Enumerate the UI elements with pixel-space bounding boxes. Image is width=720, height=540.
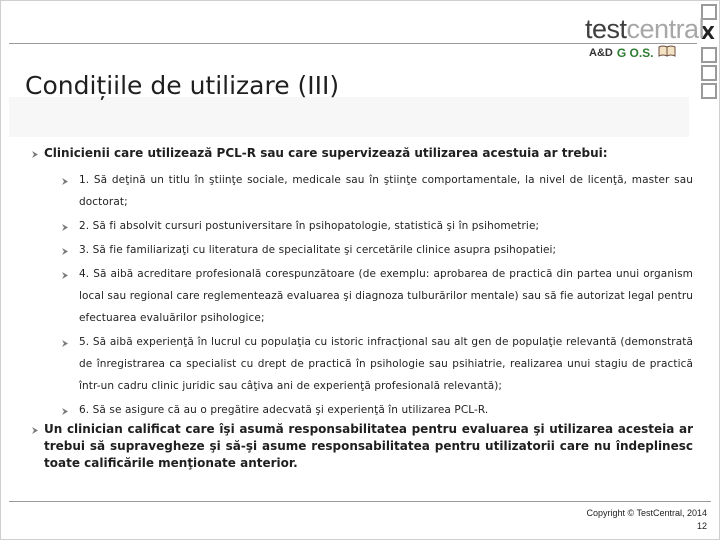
bullet-text: 6. Să se asigure că au o pregătire adecvată şi experienţă în utilizarea PCL-R. — [79, 404, 489, 416]
bullet-text: 4. Să aibă acreditare profesională corespunzătoare (de exemplu: aprobarea de practică din partea unui organism local sau regional care reglementează evaluarea şi diagnoza tulburărilor mentale) sau să fie autorizat legal pentru efectuarea evaluărilor psihologice; — [79, 268, 693, 324]
footer — [586, 507, 707, 533]
bullet-text: Clinicienii care utilizează PCL-R sau care supervizează utilizarea acestuia ar trebui: — [44, 146, 608, 160]
title-band — [9, 97, 689, 137]
window-square-4[interactable] — [701, 83, 717, 99]
bullet-icon — [61, 177, 69, 185]
bullet-text: Un clinician calificat care îşi asumă responsabilitatea pentru evaluarea şi utilizarea acesteia ar trebui să supravegheze şi să-şi asume responsabilitatea pentru utilizatorii care nu îndeplinesc toate calificările menţionate anterior. — [44, 422, 693, 470]
window-square-3[interactable] — [701, 65, 717, 81]
bullet-item-level1 — [31, 145, 693, 162]
bullet-text: 5. Să aibă experienţă în lucrul cu populaţia cu istoric infracţional sau alt gen de populaţie relevantă (demonstrată de înregistrarea ca specialist cu drept de practică în psihologie sau psihiatrie, realizarea unui stagiu de practică într-un cadru clinic juridic sau câţiva ani de experienţă profesională relevantă); — [79, 336, 693, 392]
slide-title: Condițiile de utilizare (III) — [25, 71, 340, 100]
copyright-text: Copyright © TestCentral, 2014 — [586, 508, 707, 518]
bullet-icon — [61, 339, 69, 347]
bullet-icon — [31, 150, 39, 158]
bullet-item-level2 — [31, 263, 693, 329]
bullet-item-level2 — [31, 399, 693, 421]
bullet-text: 2. Să fi absolvit cursuri postuniversitare în psihopatologie, statistică şi în psihometrie; — [79, 220, 540, 232]
partner-logo-ad: A&D — [589, 46, 613, 59]
page-number: 12 — [696, 521, 707, 531]
bullet-text: 1. Să deţină un titlu în ştiinţe sociale, medicale sau în ştiinţe comportamentale, la nivel de licenţă, master sau doctorat; — [79, 174, 693, 208]
close-icon[interactable]: X — [701, 23, 715, 44]
logo-text-test: test — [585, 14, 627, 44]
bullet-icon — [61, 407, 69, 415]
bullet-icon — [61, 247, 69, 255]
bullet-item-level2 — [31, 239, 693, 261]
bullet-icon — [61, 271, 69, 279]
bullet-item-level2 — [31, 215, 693, 237]
partner-logo-gos: G O.S. — [616, 45, 654, 60]
partner-logos — [589, 45, 676, 60]
testcentral-logo — [585, 14, 705, 60]
bullet-icon — [61, 223, 69, 231]
bullet-icon — [31, 426, 39, 434]
bullet-text: 3. Să fie familiarizaţi cu literatura de specialitate şi cercetările clinice asupra psihopatiei; — [79, 244, 557, 256]
bullet-item-level1 — [31, 421, 693, 472]
logo-text-central: central — [626, 14, 705, 44]
book-icon — [658, 45, 676, 60]
footer-rule — [9, 501, 711, 502]
window-square-2[interactable] — [701, 47, 717, 63]
bullet-item-level2 — [31, 331, 693, 397]
bullet-list — [31, 145, 693, 472]
bullet-item-level2 — [31, 169, 693, 213]
